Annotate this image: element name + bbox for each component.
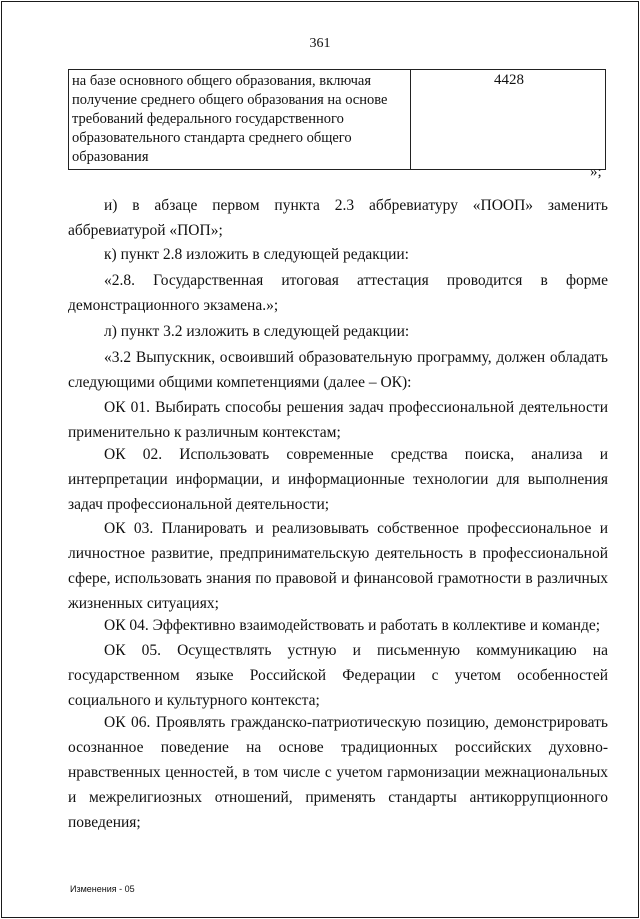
paragraph-2-8-line1: «2.8. Государственная итоговая аттестация проводится в форме xyxy=(104,272,608,289)
paragraph-ok-05: ОК 05. Осуществлять устную и письменную коммуникацию на государственном языке Российской Федерации с учетом особенностей социального и культурного контекста; xyxy=(68,642,608,709)
paragraph-amendment-i: и) в абзаце первом пункта 2.3 аббревиатуру «ПООП» заменить аббревиатурой «ПОП»; xyxy=(68,197,608,239)
paragraph-ok-03: ОК 03. Планировать и реализовывать собственное профессиональное и личностное развитие, предпринимательскую деятельность в профессиональной сфере, использовать знания по правовой и финансовой грамотности в различных жизненных ситуациях; xyxy=(68,520,608,612)
paragraph-ok-02: ОК 02. Использовать современные средства поиска, анализа и интерпретации информации, и информационные технологии для выполнения задач профессиональной деятельности; xyxy=(68,446,608,513)
table-cell-hours: 4428 xyxy=(494,72,524,88)
paragraph-ok-04: ОК 04. Эффективно взаимодействовать и работать в коллективе и команде; xyxy=(104,617,601,634)
paragraph-ok-01: ОК 01. Выбирать способы решения задач профессиональной деятельности применительно к различным контекстам; xyxy=(68,399,608,441)
paragraph-ok-06: ОК 06. Проявлять гражданско-патриотическую позицию, демонстрировать осознанное поведение на основе традиционных российских духовно-нравственных ценностей, в том числе с учетом гармонизации межнациональных и межрелигиозных отношений, применять стандарты антикоррупционного поведения; xyxy=(68,714,608,831)
page-footer: Изменения - 05 xyxy=(70,884,135,894)
table-cell-description: на базе основного общего образования, включая получение среднего общего образования на основе требований федерального государственного образовательного стандарта среднего общего образования xyxy=(72,73,388,165)
paragraph-amendment-k: к) пункт 2.8 изложить в следующей редакции: xyxy=(104,246,409,263)
table-closing-quote: »; xyxy=(590,164,602,180)
paragraph-3-2: «3.2 Выпускник, освоивший образовательную программу, должен обладать следующими общими компетенциями (далее – ОК): xyxy=(68,349,608,391)
page-number: 361 xyxy=(309,36,331,51)
paragraph-2-8-line2: демонстрационного экзамена.»; xyxy=(68,297,279,314)
program-table xyxy=(68,69,606,170)
paragraph-amendment-l: л) пункт 3.2 изложить в следующей редакции: xyxy=(104,323,410,340)
